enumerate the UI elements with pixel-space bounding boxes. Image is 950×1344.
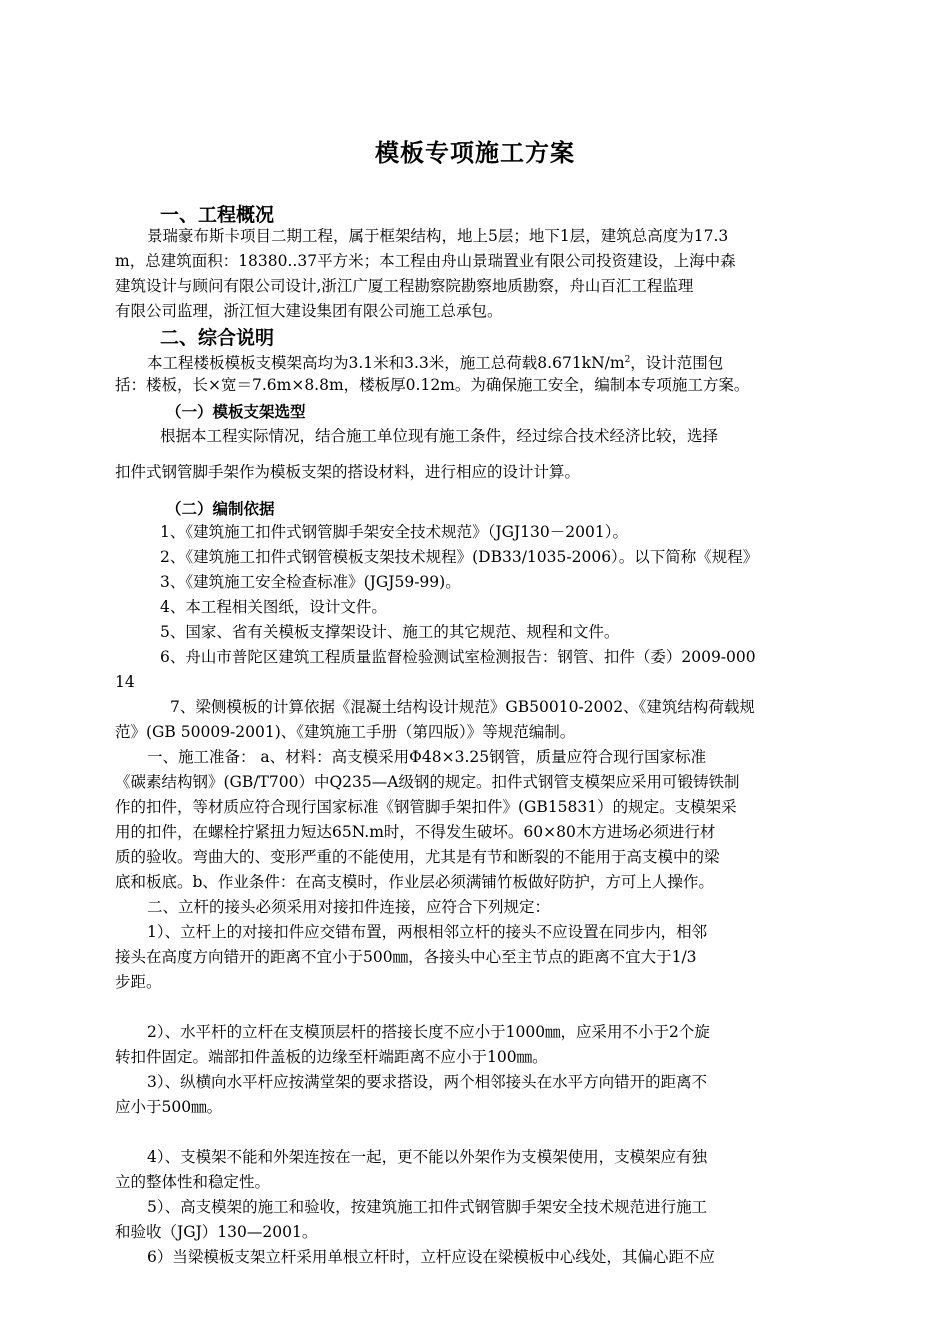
paragraph-line: 接头在高度方向错开的距离不宜小于500㎜，各接头中心至主节点的距离不宜大于1/3 [115, 948, 697, 966]
paragraph-line: 3）、纵横向水平杆应按满堂架的要求搭设，两个相邻接头在水平方向错开的距离不 [147, 1073, 708, 1091]
paragraph-line: 转扣件固定。端部扣件盖板的边缘至杆端距离不应小于100㎜。 [115, 1048, 548, 1066]
paragraph-text: ，设计范围包 [630, 354, 724, 373]
paragraph-text: 本工程楼板模板支模架高均为3.1米和3.3米，施工总荷载8.671kN/m [147, 354, 625, 373]
paragraph-line: 6）当梁模板支架立杆采用单根立杆时，立杆应设在梁模板中心线处，其偏心距不应 [147, 1248, 715, 1266]
list-item: 14 [115, 673, 135, 691]
list-item: 6、舟山市普陀区建筑工程质量监督检验测试室检测报告：钢管、扣件（委）2009-000 [160, 648, 756, 666]
paragraph-line: 4）、支模架不能和外架连按在一起，更不能以外架作为支模架使用，支模架应有独 [147, 1148, 708, 1166]
paragraph-line [147, 348, 723, 375]
paragraph-line: 《碳素结构钢》(GB/T700）中Q235—A级钢的规定。扣件式钢管支模架应采用可锻铸铁制 [115, 773, 740, 791]
paragraph-line: 立的整体性和稳定性。 [115, 1173, 271, 1191]
paragraph-line: 括：楼板，长×宽＝7.6m×8.8m，楼板厚0.12m。为确保施工安全，编制本专项施工方案。 [115, 376, 750, 394]
paragraph-line: 5）、高支模架的施工和验收，按建筑施工扣件式钢管脚手架安全技术规范进行施工 [147, 1198, 708, 1216]
paragraph-line: 建筑设计与顾问有限公司设计,浙江广厦工程勘察院勘察地质勘察，舟山百汇工程监理 [115, 277, 694, 295]
paragraph-line: m，总建筑面积：18380..37平方米；本工程由舟山景瑞置业有限公司投资建设，上海中森 [115, 252, 736, 270]
superscript: 2 [624, 355, 631, 365]
list-item: 5、国家、省有关模板支撑架设计、施工的其它规范、规程和文件。 [160, 623, 620, 641]
subsection-heading-formwork-selection: （一）模板支架选型 [166, 402, 306, 421]
paragraph-line: 底和板底。b、作业条件：在高支模时，作业层必须满铺竹板做好防护，方可上人操作。 [115, 873, 714, 891]
paragraph-line: 扣件式钢管脚手架作为模板支架的搭设材料，进行相应的设计计算。 [115, 463, 581, 481]
paragraph-line: 根据本工程实际情况，结合施工单位现有施工条件，经过综合技术经济比较，选择 [160, 427, 719, 445]
paragraph-line: 景瑞豪布斯卡项目二期工程，属于框架结构，地上5层；地下1层，建筑总高度为17.3 [147, 227, 729, 245]
paragraph-line: 2）、水平杆的立杆在支模顶层杆的搭接长度不应小于1000㎜，应采用不小于2个旋 [147, 1023, 710, 1041]
paragraph-line: 步距。 [115, 973, 162, 991]
paragraph-heading: 二、立杆的接头必须采用对接扣件连接，应符合下列规定： [147, 898, 551, 916]
list-item: 7、梁侧模板的计算依据《混凝土结构设计规范》GB50010-2002、《建筑结构荷载规 [170, 698, 755, 716]
list-item: 2、《建筑施工扣件式钢管模板支架技术规程》(DB33/1035-2006）。以下简称《规程》 [160, 548, 759, 566]
paragraph-line: 一、施工准备： a、材料：高支模采用Φ48×3.25钢管，质量应符合现行国家标准 [147, 748, 707, 766]
list-item: 3、《建筑施工安全检查标准》(JGJ59-99)。 [160, 573, 461, 591]
list-item: 范》(GB 50009-2001)、《建筑施工手册（第四版）》等规范编制。 [115, 723, 576, 741]
section-heading-project-overview: 一、工程概况 [160, 204, 275, 226]
paragraph-line: 和验收（JGJ）130—2001。 [115, 1223, 318, 1241]
section-heading-general-description: 二、综合说明 [160, 327, 275, 349]
paragraph-line: 有限公司监理，浙江恒大建设集团有限公司施工总承包。 [115, 302, 503, 320]
paragraph-line: 应小于500㎜。 [115, 1098, 223, 1116]
list-item: 1、《建筑施工扣件式钢管脚手架安全技术规范》（JGJ130－2001）。 [160, 523, 628, 541]
paragraph-line: 作的扣件，等材质应符合现行国家标准《钢管脚手架扣件》(GB15831）的规定。支模架采 [115, 798, 737, 816]
document-title: 模板专项施工方案 [375, 138, 575, 167]
list-item: 4、本工程相关图纸，设计文件。 [160, 598, 387, 616]
paragraph-line: 1）、立杆上的对接扣件应交错布置，两根相邻立杆的接头不应设置在同步内，相邻 [147, 923, 708, 941]
paragraph-line: 质的验收。弯曲大的、变形严重的不能使用，尤其是有节和断裂的不能用于高支模中的梁 [115, 848, 720, 866]
paragraph-line: 用的扣件，在螺栓拧紧扭力短达65N.m时，不得发生破坏。60×80木方进场必须进行材 [115, 823, 716, 841]
subsection-heading-basis: （二）编制依据 [166, 499, 275, 518]
